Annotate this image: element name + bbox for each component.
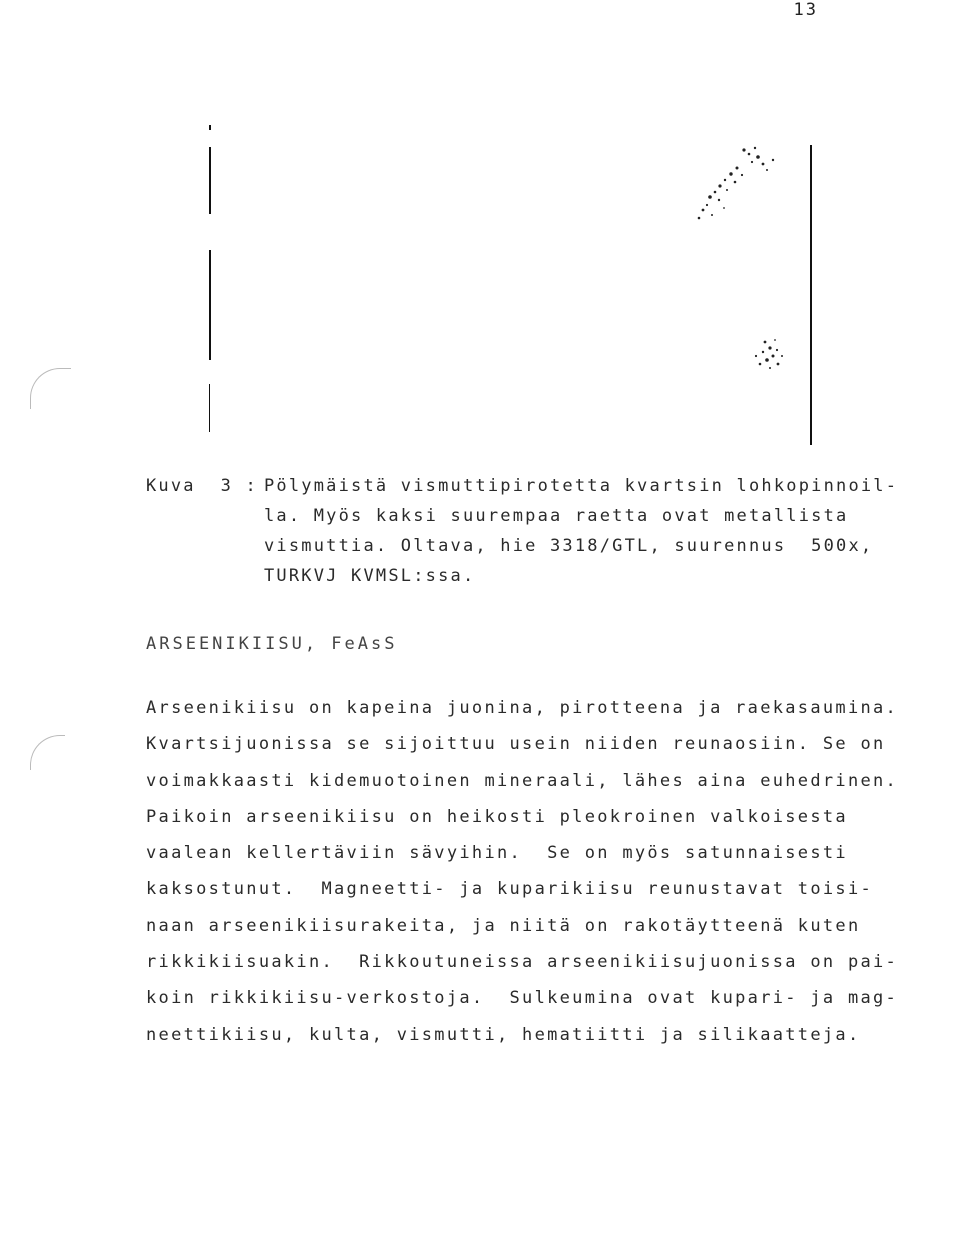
paragraph-line: Kvartsijuonissa se sijoittuu usein niiden reunaosiin. Se on xyxy=(146,734,886,755)
paragraph-line: Paikoin arseenikiisu on heikosti pleokroinen valkoisesta xyxy=(146,806,848,827)
caption-line: la. Myös kaksi suurempaa raetta ovat metallista xyxy=(264,506,849,526)
paragraph-line: naan arseenikiisurakeita, ja niitä on rakotäytteenä kuten xyxy=(146,915,861,936)
mineral-grains-graphic xyxy=(207,120,813,450)
section-paragraph xyxy=(146,690,899,1053)
page-number: 13 xyxy=(793,0,818,20)
paragraph-line: koin rikkikiisu-verkostoja. Sulkeumina ovat kupari- ja mag- xyxy=(146,988,899,1009)
scan-artifact-mark xyxy=(30,735,65,770)
caption-line: TURKVJ KVMSL:ssa. xyxy=(264,566,476,586)
caption-label: Kuva 3 : xyxy=(146,476,258,496)
paragraph-line: vaalean kellertäviin sävyihin. Se on myös satunnaisesti xyxy=(146,843,848,864)
paragraph-line: voimakkaasti kidemuotoinen mineraali, lähes aina euhedrinen. xyxy=(146,770,899,791)
paragraph-line: neettikiisu, kulta, vismutti, hematiitti ja silikaatteja. xyxy=(146,1024,861,1045)
section-heading: ARSEENIKIISU, FeAsS xyxy=(146,634,398,654)
caption-text xyxy=(264,471,899,591)
paragraph-line: rikkikiisuakin. Rikkoutuneissa arseenikiisujuonissa on pai- xyxy=(146,952,899,973)
scan-artifact-mark xyxy=(30,368,71,409)
paragraph-line: Arseenikiisu on kapeina juonina, pirotteena ja raekasaumina. xyxy=(146,698,899,718)
paragraph-line: kaksostunut. Magneetti- ja kuparikiisu reunustavat toisi- xyxy=(146,879,874,900)
caption-line: vismuttia. Oltava, hie 3318/GTL, suurennus 500x, xyxy=(264,536,874,556)
micrograph-photo xyxy=(207,120,813,450)
caption-line: Pölymäistä vismuttipirotetta kvartsin lohkopinnoil- xyxy=(264,476,899,496)
